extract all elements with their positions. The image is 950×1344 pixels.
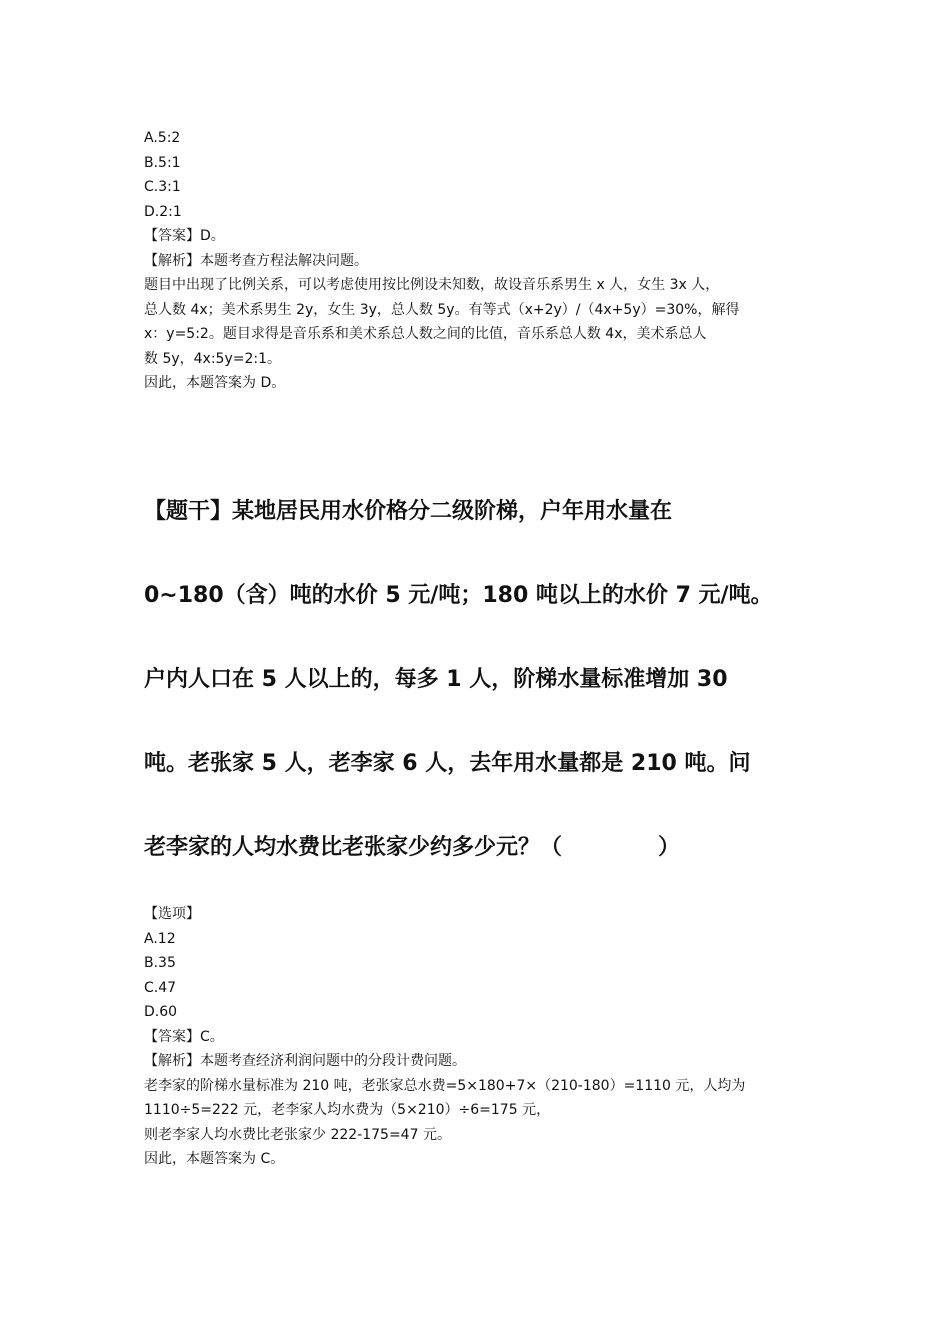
analysis-line: 总人数 4x；美术系男生 2y，女生 3y，总人数 5y。有等式（x+2y）/（4x+5y）=30%，解得 [144, 301, 740, 318]
stem-line: 吨。老张家 5 人，老李家 6 人，去年用水量都是 210 吨。问 [144, 751, 751, 776]
analysis-line: 1110÷5=222 元，老李家人均水费为（5×210）÷6=175 元， [144, 1102, 551, 1118]
question-2-solution [144, 902, 814, 1172]
option-b: B.35 [144, 955, 176, 971]
analysis-title: 【解析】本题考查方程法解决问题。 [144, 252, 368, 269]
stem-line: 【题干】某地居民用水价格分二级阶梯，户年用水量在 [144, 499, 673, 524]
option-a: A.5:2 [144, 130, 181, 146]
option-b: B.5:1 [144, 154, 181, 171]
options-title: 【选项】 [144, 906, 200, 922]
option-c: C.3:1 [144, 179, 181, 195]
analysis-line: x：y=5:2。题目求得是音乐系和美术系总人数之间的比值，音乐系总人数 4x，美术系总人 [144, 326, 707, 342]
option-d: D.60 [144, 1004, 178, 1020]
answer-line: 【答案】D。 [144, 228, 225, 244]
question-1-solution [144, 126, 814, 396]
analysis-line: 题目中出现了比例关系，可以考虑使用按比例设未知数，故设音乐系男生 x 人，女生 3x 人， [144, 277, 720, 293]
analysis-line: 则老李家人均水费比老张家少 222-175=47 元。 [144, 1126, 451, 1143]
question-2-stem [144, 470, 824, 890]
stem-line: 户内人口在 5 人以上的，每多 1 人，阶梯水量标准增加 30 [144, 667, 728, 692]
option-d: D.2:1 [144, 203, 182, 220]
analysis-line: 老李家的阶梯水量标准为 210 吨，老张家总水费=5×180+7×（210-180）=1110 元，人均为 [144, 1077, 746, 1094]
conclusion-line: 因此，本题答案为 C。 [144, 1151, 285, 1167]
option-c: C.47 [144, 979, 177, 996]
analysis-title: 【解析】本题考查经济利润问题中的分段计费问题。 [144, 1053, 466, 1069]
analysis-line: 数 5y，4x:5y=2:1。 [144, 350, 282, 367]
stem-line-last [144, 806, 824, 890]
stem-line: 0~180（含）吨的水价 5 元/吨；180 吨以上的水价 7 元/吨。 [144, 583, 773, 608]
stem-close-paren: ） [658, 835, 681, 860]
conclusion-line: 因此，本题答案为 D。 [144, 375, 286, 391]
answer-line: 【答案】C。 [144, 1028, 224, 1045]
stem-question-text: 老李家的人均水费比老张家少约多少元？（ [144, 835, 563, 860]
option-a: A.12 [144, 930, 176, 947]
